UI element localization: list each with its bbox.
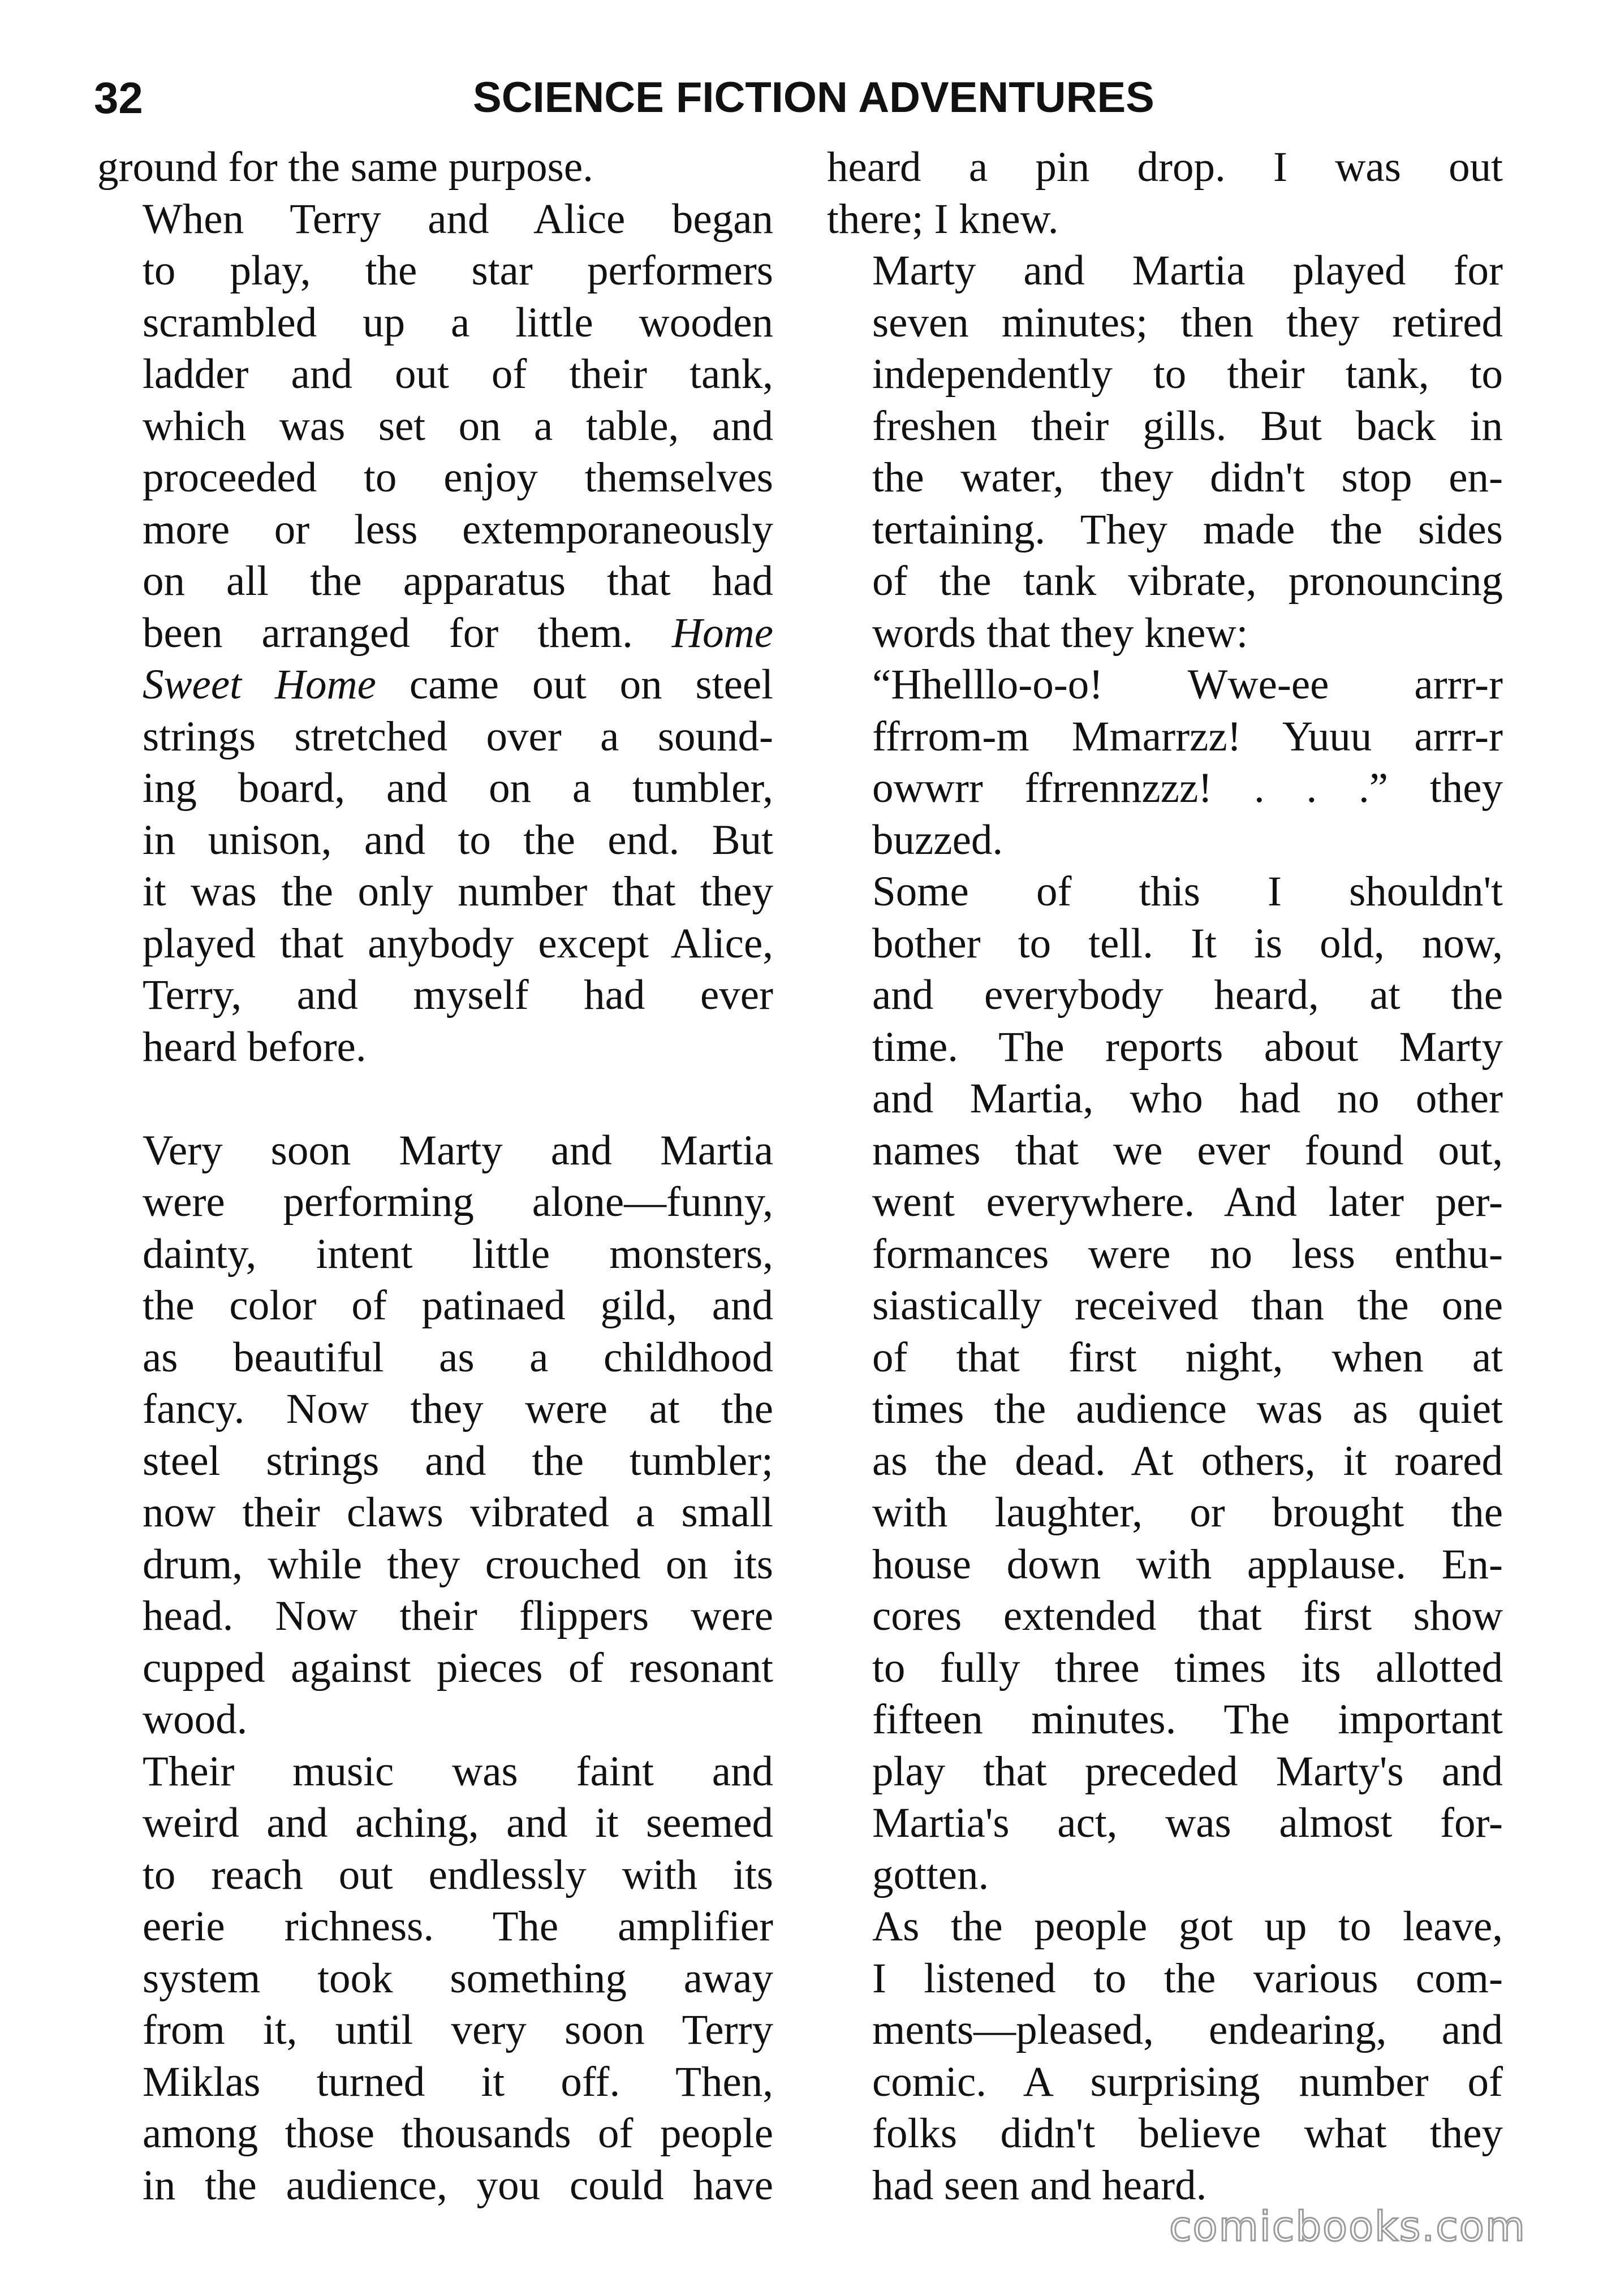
text-line: now their claws vibrated a small	[143, 1489, 773, 1536]
text-line: I listened to the various com-	[872, 1954, 1503, 2002]
text-line: Some of this I shouldn't	[872, 868, 1503, 915]
text-line: As the people got up to leave,	[872, 1903, 1503, 1950]
italic-title: Sweet Home	[143, 661, 376, 708]
text-line: heard before.	[143, 1023, 367, 1071]
text-line: with laughter, or brought the	[872, 1489, 1503, 1536]
text-line: buzzed.	[872, 816, 1003, 864]
text-line: more or less extemporaneously	[143, 506, 773, 553]
text-line: fancy. Now they were at the	[143, 1386, 773, 1432]
paragraph	[827, 245, 1503, 659]
text-line: time. The reports about Marty	[872, 1023, 1503, 1071]
text-line	[97, 659, 773, 711]
paragraph	[827, 866, 1503, 1901]
text-line: the water, they didn't stop en-	[872, 454, 1503, 501]
text-line: folks didn't believe what they	[872, 2110, 1503, 2157]
text-line: ladder and out of their tank,	[143, 351, 773, 398]
text-line: to fully three times its allotted	[872, 1644, 1503, 1691]
paragraph	[827, 659, 1503, 866]
text-line: were performing alone—funny,	[143, 1179, 773, 1225]
text-line: Terry, and myself had ever	[143, 972, 773, 1018]
text-line: tertaining. They made the sides	[872, 506, 1503, 553]
text-line: as the dead. At others, it roared	[872, 1437, 1503, 1484]
page-header	[94, 67, 1508, 129]
paragraph	[97, 141, 773, 193]
text-line: the color of patinaed gild, and	[143, 1282, 773, 1329]
text-line: “Hhelllo-o-o! Wwe-ee arrr-r	[872, 661, 1503, 708]
text-line: times the audience was as quiet	[872, 1386, 1503, 1432]
text-line: heard a pin drop. I was out	[827, 144, 1503, 191]
text-line: owwrr ffrrennzzz! . . .” they	[872, 765, 1503, 812]
text-line: had seen and heard.	[872, 2161, 1207, 2209]
text-line: freshen their gills. But back in	[872, 402, 1503, 450]
page-number: 32	[94, 73, 143, 123]
text-line: cupped against pieces of resonant	[143, 1644, 773, 1691]
paragraph	[827, 1901, 1503, 2211]
text-line: eerie richness. The amplifier	[143, 1903, 773, 1950]
text-line: from it, until very soon Terry	[143, 2006, 773, 2053]
text-line: weird and aching, and it seemed	[143, 1799, 773, 1846]
text-line	[97, 607, 773, 659]
text-fragment: came out on steel	[409, 661, 773, 708]
text-line: Very soon Marty and Martia	[143, 1127, 773, 1174]
watermark: comicbooks.com	[1169, 2203, 1526, 2250]
text-line: seven minutes; then they retired	[872, 299, 1503, 346]
paragraph	[97, 1125, 773, 1746]
text-line: gotten.	[872, 1851, 989, 1898]
text-line: of that first night, when at	[872, 1333, 1503, 1381]
text-line: system took something away	[143, 1954, 773, 2002]
paragraph	[97, 193, 773, 1073]
text-line: siastically received than the one	[872, 1282, 1503, 1329]
text-line: and everybody heard, at the	[872, 972, 1503, 1018]
text-line: ments—pleased, endearing, and	[872, 2006, 1503, 2053]
text-line: Martia's act, was almost for-	[872, 1799, 1503, 1846]
text-line: play that preceded Marty's and	[872, 1747, 1503, 1795]
text-line: Their music was faint and	[143, 1747, 773, 1795]
text-line: played that anybody except Alice,	[143, 920, 773, 967]
text-line: to play, the star performers	[143, 247, 773, 294]
left-text-column	[97, 141, 773, 2211]
running-title: SCIENCE FICTION ADVENTURES	[473, 74, 1154, 122]
text-line: names that we ever found out,	[872, 1127, 1503, 1174]
paragraph	[827, 141, 1503, 245]
text-fragment: been arranged for them.	[143, 609, 633, 657]
text-line: in the audience, you could have	[143, 2161, 773, 2209]
text-line: dainty, intent little monsters,	[143, 1230, 773, 1278]
text-line: ing board, and on a tumbler,	[143, 765, 773, 812]
text-line: there; I knew.	[827, 195, 1059, 243]
text-line: Miklas turned it off. Then,	[143, 2058, 773, 2105]
text-line: which was set on a table, and	[143, 402, 773, 450]
text-line: cores extended that first show	[872, 1592, 1503, 1639]
text-line: went everywhere. And later per-	[872, 1179, 1503, 1225]
text-line: it was the only number that they	[143, 868, 773, 915]
text-line: drum, while they crouched on its	[143, 1540, 773, 1588]
text-line: scrambled up a little wooden	[143, 299, 773, 346]
italic-title: Home	[671, 609, 773, 657]
text-line: words that they knew:	[872, 609, 1248, 657]
text-line: proceeded to enjoy themselves	[143, 454, 773, 501]
text-line: formances were no less enthu-	[872, 1230, 1503, 1278]
text-line: to reach out endlessly with its	[143, 1851, 773, 1898]
text-line: When Terry and Alice began	[143, 195, 773, 243]
paragraph	[97, 1746, 773, 2212]
text-line: and Martia, who had no other	[872, 1075, 1503, 1122]
text-line: independently to their tank, to	[872, 351, 1503, 398]
right-text-column	[827, 141, 1503, 2211]
text-line: ffrrom-m Mmarrzz! Yuuu arrr-r	[872, 713, 1503, 760]
text-line: wood.	[143, 1696, 248, 1743]
text-line: strings stretched over a sound-	[143, 713, 773, 760]
text-line: Marty and Martia played for	[872, 247, 1503, 294]
text-line: on all the apparatus that had	[143, 558, 773, 605]
text-line: in unison, and to the end. But	[143, 816, 773, 864]
text-line: among those thousands of people	[143, 2110, 773, 2157]
text-line: steel strings and the tumbler;	[143, 1437, 773, 1484]
text-line: fifteen minutes. The important	[872, 1696, 1503, 1743]
text-line: house down with applause. En-	[872, 1540, 1503, 1588]
text-line: comic. A surprising number of	[872, 2058, 1503, 2105]
text-line: as beautiful as a childhood	[143, 1333, 773, 1381]
text-line: of the tank vibrate, pronouncing	[872, 558, 1503, 605]
text-line: bother to tell. It is old, now,	[872, 920, 1503, 967]
text-line: ground for the same purpose.	[97, 144, 593, 191]
text-line: head. Now their flippers were	[143, 1592, 773, 1639]
